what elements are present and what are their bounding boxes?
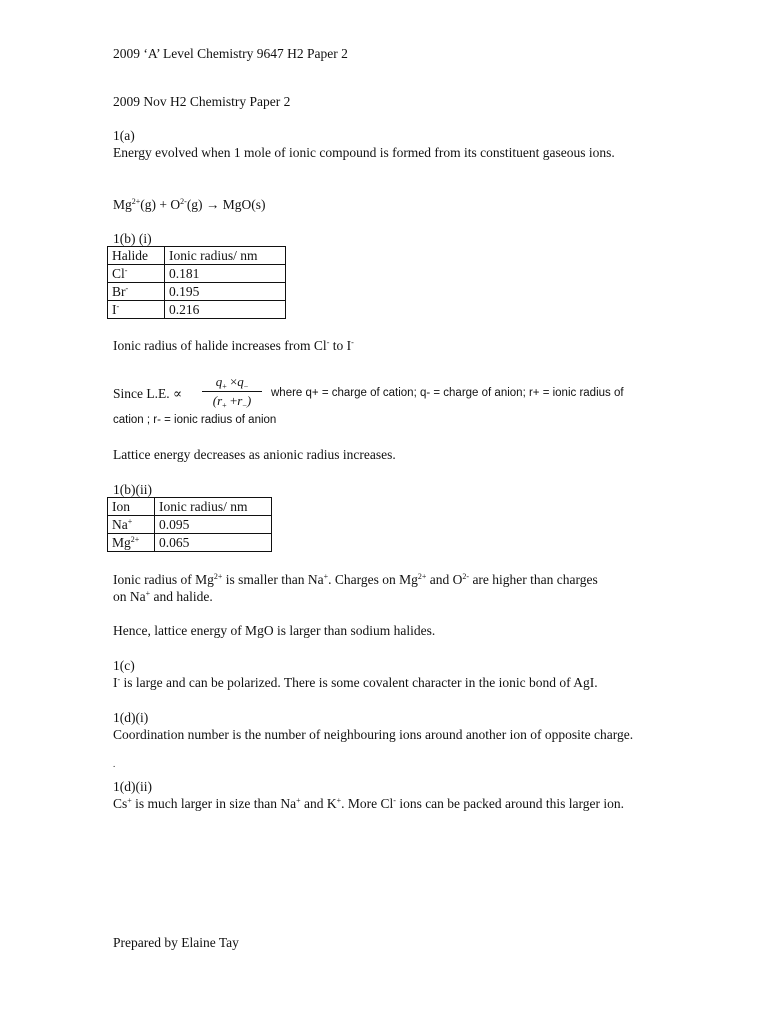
q1a-label: 1(a) [113,128,135,143]
document-footer: Prepared by Elaine Tay [113,935,239,950]
q1bii-conclusion: Hence, lattice energy of MgO is larger than sodium halides. [113,623,436,638]
stray-dot: . [113,759,116,769]
formula-where-continued: cation ; r- = ionic radius of anion [113,414,277,426]
q1a-equation: $Mg^{2+}(g) + O^{2-}(g) \to MgO(s)$ [113,197,266,212]
formula-where-text: where q+ = charge of cation; q- = charge of anion; r+ = ionic radius of [271,387,624,399]
q1bi-label: 1(b) (i) [113,231,152,246]
fraction-bar [202,391,262,392]
ion-cell: Na+ [108,516,155,534]
halide-cell: Cl- [108,265,165,283]
halide-radius-trend: Ionic radius of halide increases from Cl- to I- [113,338,354,353]
halide-cell: I- [108,301,165,319]
table-header-cell: Ionic radius/ nm [165,247,286,265]
radius-cell: 0.216 [165,301,286,319]
formula-fraction [198,374,266,409]
ion-cell: $Mg^{2+}$ [108,534,155,552]
table-row [108,265,286,283]
lattice-energy-formula [113,374,693,414]
halide-radius-table [107,246,286,319]
ion-radius-table [107,497,272,552]
table-header-row [108,498,272,516]
table-row [108,283,286,301]
radius-cell: 0.181 [165,265,286,283]
table-row [108,516,272,534]
halide-cell: Br- [108,283,165,301]
lattice-energy-conclusion: Lattice energy decreases as anionic radius increases. [113,447,396,462]
q1bii-comparison: Ionic radius of $Mg^{2+}$ is smaller than Na+. Charges on $Mg^{2+}$ and $O^{2-}$ are higher than charges on Na+ and halide. [113,572,598,604]
q1c-answer: I- is large and can be polarized. There is some covalent character in the ionic bond of AgI. [113,675,598,690]
radius-cell: 0.095 [155,516,272,534]
q1di-answer: Coordination number is the number of neighbouring ions around another ion of opposite charge. [113,727,634,742]
document-subheader: 2009 Nov H2 Chemistry Paper 2 [113,94,291,109]
radius-cell: 0.065 [155,534,272,552]
table-header-cell: Ion [108,498,155,516]
table-header-cell: Ionic radius/ nm [155,498,272,516]
fraction-denominator: $(r_+ +r_-)$ [212,393,252,410]
fraction-numerator: $q_+ \times q_-$ [215,374,249,391]
radius-cell: 0.195 [165,283,286,301]
since-label: Since L.E. ∝ [113,386,183,401]
q1dii-answer: Cs+ is much larger in size than Na+ and K+. More Cl- ions can be packed around this larger ion. [113,796,624,811]
q1c-label: 1(c) [113,658,135,673]
q1dii-label: 1(d)(ii) [113,779,152,794]
table-header-row [108,247,286,265]
document-header: 2009 ‘A’ Level Chemistry 9647 H2 Paper 2 [113,46,348,61]
table-row [108,301,286,319]
table-row [108,534,272,552]
table-header-cell: Halide [108,247,165,265]
q1bii-label: 1(b)(ii) [113,482,152,497]
q1a-definition: Energy evolved when 1 mole of ionic compound is formed from its constituent gaseous ions. [113,145,615,160]
q1di-label: 1(d)(i) [113,710,149,725]
